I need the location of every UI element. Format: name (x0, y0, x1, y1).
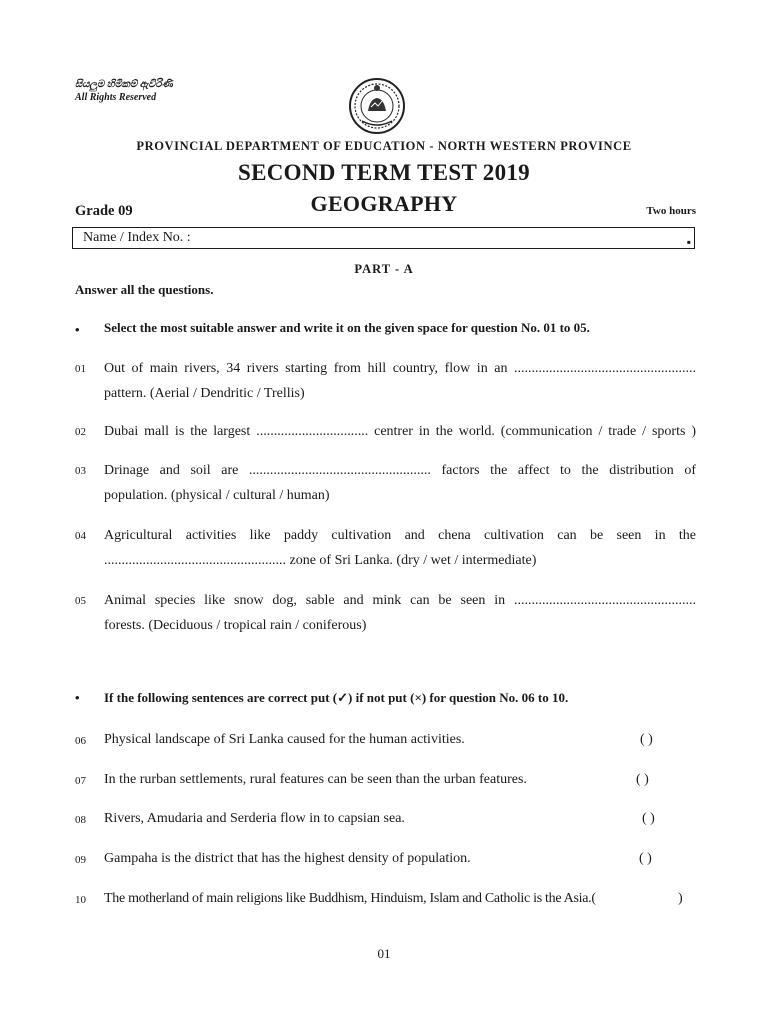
question-06: Physical landscape of Sri Lanka caused for the human activities. (104, 732, 465, 747)
question-01 (104, 356, 696, 406)
department-heading: PROVINCIAL DEPARTMENT OF EDUCATION - NORTH WESTERN PROVINCE (136, 139, 632, 153)
question-number: 06 (75, 735, 86, 747)
rights-sinhala: සියලුම හිමිකම් ඇවිරිණි (75, 79, 173, 90)
question-number: 04 (75, 530, 86, 542)
question-line: Animal species like snow dog, sable and mink can be seen in .................................................... (104, 593, 696, 608)
question-number: 10 (75, 894, 86, 906)
question-09: Gampaha is the district that has the highest density of population. (104, 851, 471, 866)
question-03 (104, 458, 696, 508)
question-number: 07 (75, 775, 86, 787)
question-number: 08 (75, 814, 86, 826)
question-05 (104, 588, 696, 638)
question-line: Out of main rivers, 34 rivers starting from hill country, flow in an .................................................... (104, 361, 696, 376)
answer-parentheses[interactable]: ( ) (636, 772, 649, 787)
name-index-field[interactable] (72, 227, 695, 249)
question-07: In the rurban settlements, rural features can be seen than the urban features. (104, 772, 527, 787)
corner-mark: ▪ (686, 235, 691, 249)
section2-instruction: If the following sentences are correct put (✓) if not put (×) for question No. 06 to 10. (104, 690, 569, 705)
sri-lanka-emblem-icon (348, 77, 406, 135)
part-heading: PART - A (354, 262, 414, 276)
question-10: The motherland of main religions like Buddhism, Hinduism, Islam and Catholic is the Asia.( (104, 891, 596, 906)
exam-title: SECOND TERM TEST 2019 (238, 160, 530, 185)
page-number: 01 (377, 946, 391, 961)
question-line: pattern. (Aerial / Dendritic / Trellis) (104, 386, 305, 401)
question-number: 03 (75, 465, 86, 477)
question-line: population. (physical / cultural / human) (104, 488, 330, 503)
answer-parentheses[interactable]: ( ) (639, 851, 652, 866)
rights-english: All Rights Reserved (75, 92, 157, 103)
answer-all-instruction: Answer all the questions. (75, 282, 214, 297)
section1-instruction: Select the most suitable answer and write it on the given space for question No. 01 to 05. (104, 320, 590, 335)
answer-parentheses[interactable]: ( ) (640, 732, 653, 747)
question-02 (104, 419, 696, 444)
question-04 (104, 523, 696, 573)
name-index-label: Name / Index No. : (83, 230, 191, 245)
rights-block (75, 78, 173, 104)
answer-parentheses[interactable]: ) (664, 891, 683, 906)
question-number: 01 (75, 363, 86, 375)
bullet-icon: • (75, 690, 80, 705)
question-line: Agricultural activities like paddy cultivation and chena cultivation can be seen in the (104, 528, 696, 543)
question-line: Drinage and soil are .................................................... factors the affect to the distribution of (104, 463, 696, 478)
question-line: .................................................... zone of Sri Lanka. (dry / wet / intermediate) (104, 553, 537, 568)
question-number: 09 (75, 854, 86, 866)
question-08: Rivers, Amudaria and Serderia flow in to capsian sea. (104, 811, 405, 826)
question-number: 05 (75, 595, 86, 607)
duration-label: Two hours (646, 205, 696, 217)
answer-parentheses[interactable]: ( ) (642, 811, 655, 826)
question-number: 02 (75, 426, 86, 438)
question-line: forests. (Deciduous / tropical rain / coniferous) (104, 618, 367, 633)
subject-title: GEOGRAPHY (310, 191, 458, 216)
bullet-icon: • (75, 322, 80, 337)
question-line: Dubai mall is the largest ................................ centrer in the world. (communication / trade / sports ) (104, 424, 696, 439)
grade-label: Grade 09 (75, 203, 133, 219)
